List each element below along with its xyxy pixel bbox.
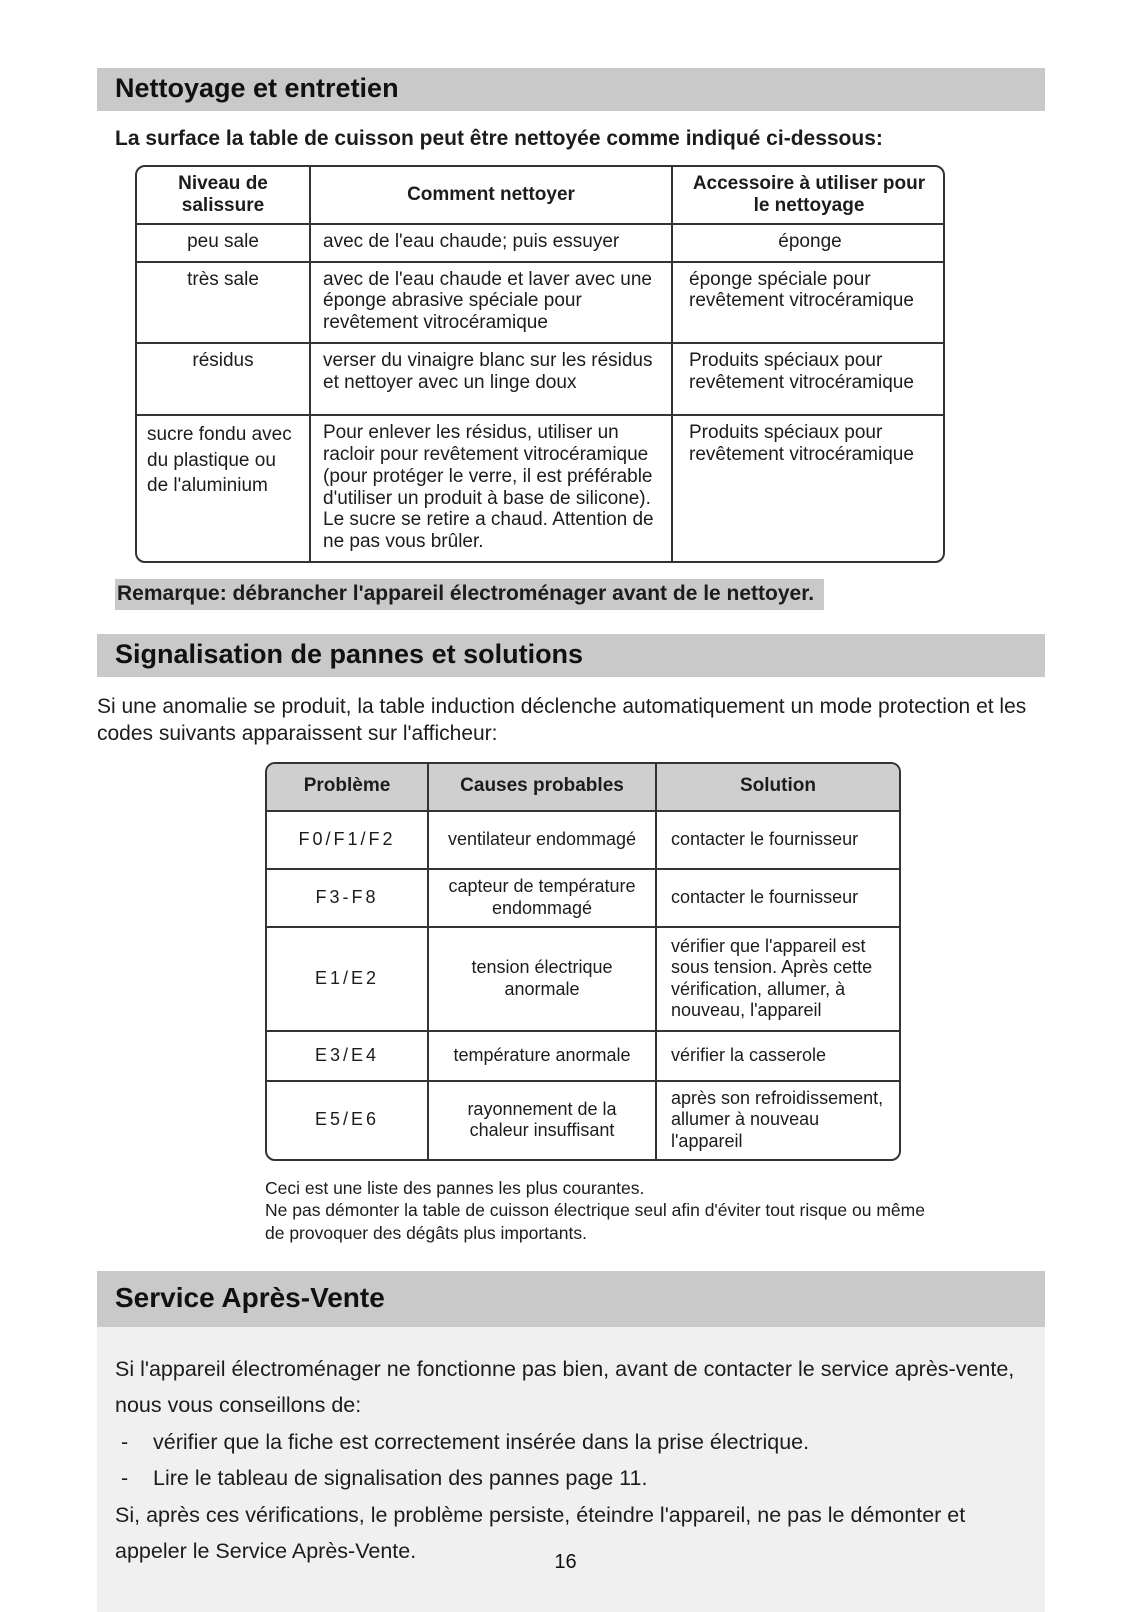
bullet-text: vérifier que la fiche est correctement insérée dans la prise électrique. [153,1429,810,1454]
column-header-accessoire: Accessoire à utiliser pour le nettoyage [671,167,943,223]
cell-cause: ventilateur endommagé [427,812,655,868]
remark-text: Remarque: débrancher l'appareil électroménager avant de le nettoyer. [115,579,824,610]
page-content [97,68,1045,1612]
table-header-row [137,167,943,223]
cleaning-intro-text: La surface la table de cuisson peut être nettoyée comme indiqué ci-dessous: [115,127,883,150]
cell-accessory: Produits spéciaux pour revêtement vitrocéramique [671,416,943,561]
cell-level: résidus [192,350,254,372]
table-row [137,261,943,343]
column-header-causes: Causes probables [427,764,655,810]
after-sales-paragraph: Si l'appareil électroménager ne fonctionne pas bien, avant de contacter le service après-vente, nous vous conseillons de: [115,1356,1015,1418]
note-line: Ceci est une liste des pannes les plus courantes. [265,1177,645,1198]
cell-cause: tension électrique anormale [427,928,655,1030]
section-title-faults: Signalisation de pannes et solutions [97,634,1045,677]
cell-solution: contacter le fournisseur [655,870,899,926]
cell-problem-code: E5/E6 [314,1109,380,1130]
table-header-row [267,764,899,810]
cell-level: sucre fondu avec du plastique ou de l'aluminium [147,424,292,497]
cell-solution: vérifier la casserole [655,1032,899,1080]
column-header-comment-nettoyer: Comment nettoyer [309,167,671,223]
bullet-item [115,1424,1025,1461]
bullet-item [115,1460,1025,1497]
bullet-text: Lire le tableau de signalisation des pannes page 11. [153,1466,648,1491]
cell-solution: après son refroidissement, allumer à nouveau l'appareil [655,1082,899,1159]
table-row [267,810,899,868]
column-header-niveau: Niveau de salissure [178,173,268,216]
cell-how: avec de l'eau chaude; puis essuyer [309,225,671,261]
column-header-probleme: Problème [303,775,391,797]
section-title-cleaning: Nettoyage et entretien [97,68,1045,111]
remark-line [115,579,1045,610]
cell-cause: capteur de température endommagé [427,870,655,926]
cell-accessory: Produits spéciaux pour revêtement vitrocéramique [671,344,943,414]
faults-notes [265,1177,937,1245]
cell-problem-code: E3/E4 [314,1044,380,1065]
table-row [137,223,943,261]
faults-table [265,762,901,1161]
table-row [267,1030,899,1080]
cell-level: très sale [187,268,259,290]
cell-accessory: éponge spéciale pour revêtement vitrocéramique [671,263,943,343]
cell-how: Pour enlever les résidus, utiliser un racloir pour revêtement vitrocéramique (pour protéger le verre, il est préférable d'utiliser un produit à base de silicone). Le sucre se retire a chaud. Attention de ne pas vous brûler. [309,416,671,561]
cell-problem-code: F0/F1/F2 [298,828,396,849]
faults-intro-text: Si une anomalie se produit, la table induction déclenche automatiquement un mode protection et les codes suivants apparaissent sur l'afficheur: [97,695,1027,746]
cell-how: verser du vinaigre blanc sur les résidus et nettoyer avec un linge doux [309,344,671,414]
table-row [267,926,899,1030]
table-row [267,1080,899,1159]
cell-cause: température anormale [427,1032,655,1080]
cell-problem-code: E1/E2 [314,967,380,988]
column-header-solution: Solution [655,764,899,810]
cell-problem-code: F3-F8 [315,886,379,907]
table-row [137,414,943,561]
note-line: Ne pas démonter la table de cuisson électrique seul afin d'éviter tout risque ou même de provoquer des dégâts plus importants. [265,1200,925,1243]
bullet-dash: - [121,1429,129,1454]
table-row [137,342,943,414]
page-number: 16 [554,1551,577,1573]
cell-cause: rayonnement de la chaleur insuffisant [427,1082,655,1159]
cell-solution: vérifier que l'appareil est sous tension. Après cette vérification, allumer, à nouveau, l'appareil [655,928,899,1030]
after-sales-paragraph: Si, après ces vérifications, le problème persiste, éteindre l'appareil, ne pas le démonter et appeler le Service Après-Vente. [115,1502,966,1564]
cell-accessory: éponge [671,225,943,261]
cell-how: avec de l'eau chaude et laver avec une éponge abrasive spéciale pour revêtement vitrocéramique [309,263,671,343]
section-title-after-sales: Service Après-Vente [97,1271,1045,1327]
table-row [267,868,899,926]
cell-level: peu sale [187,230,259,252]
cell-solution: contacter le fournisseur [655,812,899,868]
bullet-dash: - [121,1466,129,1491]
cleaning-table [135,165,945,563]
